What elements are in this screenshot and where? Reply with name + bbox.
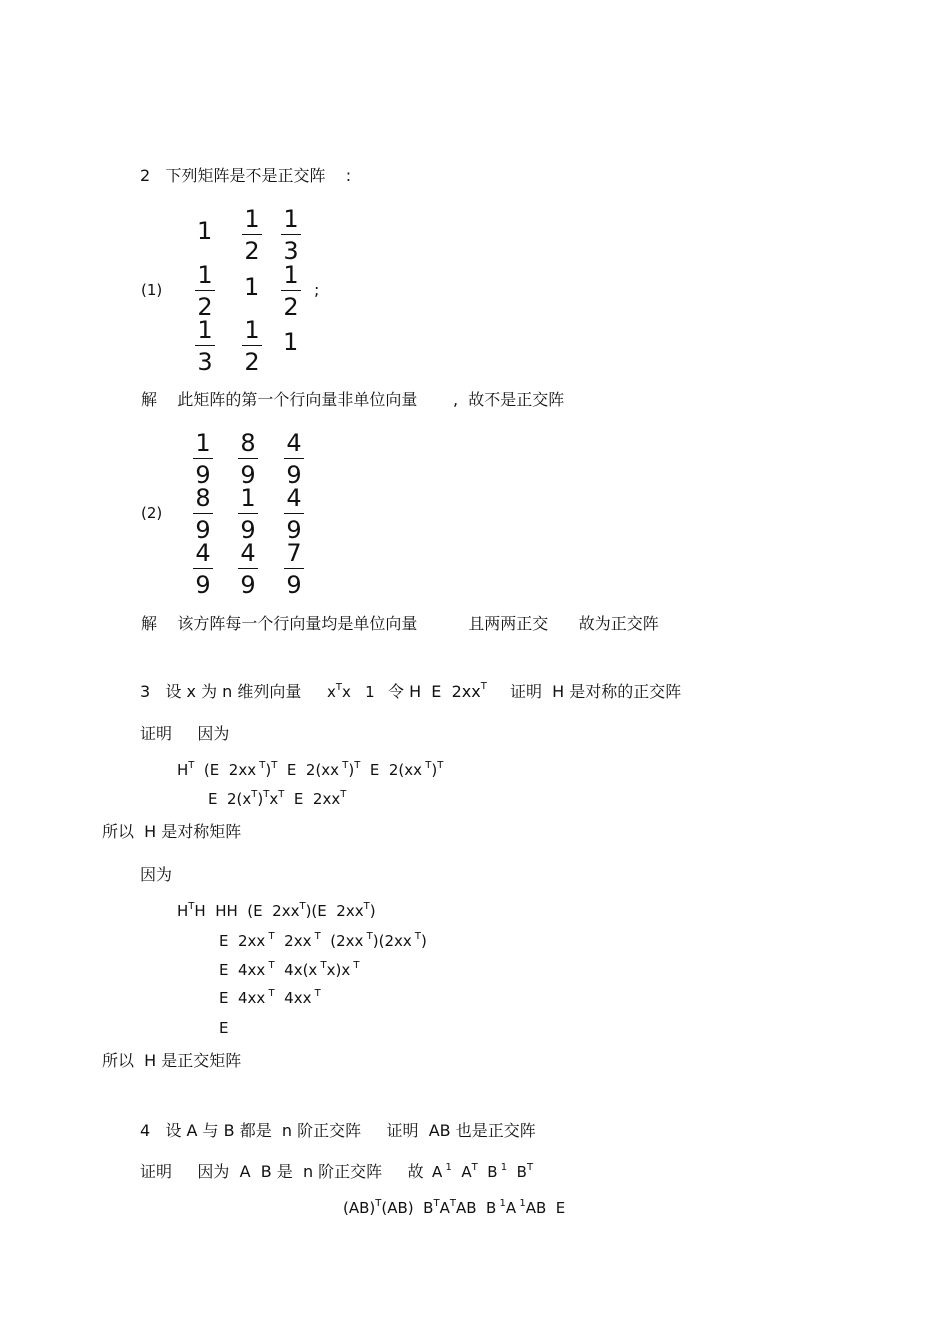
fraction-denominator: 9 bbox=[286, 516, 302, 544]
fraction-denominator: 2 bbox=[197, 293, 213, 321]
formula-hth-line-2: E 2xx $^T$ 2xx $^T$ (2xx $^T$)(2xx $^T$) bbox=[219, 931, 427, 950]
fraction-numerator: 1 bbox=[197, 261, 213, 289]
fraction-numerator: 4 bbox=[240, 539, 256, 567]
matrix-cell-fraction bbox=[240, 317, 264, 375]
conclusion-symmetric: 所以 H 是对称矩阵 bbox=[102, 822, 242, 841]
matrix-cell-fraction bbox=[191, 430, 215, 488]
formula-inverse-equals-transpose: A $^1$ $A^T$ B $^1$ $B^T$ bbox=[432, 1162, 534, 1181]
fraction-numerator: 1 bbox=[244, 205, 260, 233]
matrix-cell-fraction bbox=[193, 317, 217, 375]
fraction-numerator: 4 bbox=[286, 429, 302, 457]
matrix-cell-fraction bbox=[279, 206, 303, 264]
conclusion-orthogonal: 所以 H 是正交矩阵 bbox=[102, 1051, 242, 1070]
matrix-cell-fraction bbox=[191, 485, 215, 543]
fraction-numerator: 1 bbox=[283, 261, 299, 289]
matrix-cell-integer: 1 bbox=[244, 273, 260, 301]
matrix-cell-fraction bbox=[282, 540, 306, 598]
fraction-numerator: 8 bbox=[195, 484, 211, 512]
problem-2-heading: 2 下列矩阵是不是正交阵 : bbox=[140, 166, 352, 185]
fraction-denominator: 9 bbox=[240, 461, 256, 489]
matrix-cell-fraction bbox=[240, 206, 264, 264]
formula-h-transpose-cont: E $2(x^T)^Tx^T$ E $2xx^T$ bbox=[208, 789, 347, 808]
fraction-numerator: 1 bbox=[240, 484, 256, 512]
matrix-cell-integer: 1 bbox=[283, 328, 299, 356]
matrix-cell-fraction bbox=[279, 262, 303, 320]
matrix-cell-fraction bbox=[282, 430, 306, 488]
matrix-cell-fraction bbox=[282, 485, 306, 543]
part-1-solution: 解 此矩阵的第一个行向量非单位向量 , 故不是正交阵 bbox=[141, 390, 565, 409]
matrix-cell-fraction bbox=[236, 540, 260, 598]
fraction-denominator: 2 bbox=[283, 293, 299, 321]
fraction-denominator: 9 bbox=[195, 571, 211, 599]
matrix-cell-integer: 1 bbox=[197, 217, 213, 245]
formula-h-transpose: $H^T$ (E 2xx $^T$)$^T$ E 2(xx $^T$)$^T$ E 2(xx $^T$)$^T$ bbox=[177, 760, 444, 779]
fraction-numerator: 4 bbox=[286, 484, 302, 512]
part-1-label: (1) bbox=[141, 281, 163, 299]
fraction-numerator: 1 bbox=[244, 316, 260, 344]
fraction-denominator: 9 bbox=[286, 571, 302, 599]
fraction-denominator: 3 bbox=[197, 348, 213, 376]
fraction-denominator: 9 bbox=[240, 516, 256, 544]
problem-3-heading-a: 3 设 x 为 n 维列向量 bbox=[140, 682, 302, 701]
fraction-denominator: 9 bbox=[195, 461, 211, 489]
matrix-trailing-semicolon: ; bbox=[314, 280, 320, 299]
proof-label: 证明 因为 bbox=[140, 724, 230, 743]
because-label: 因为 bbox=[140, 865, 173, 884]
matrix-cell-fraction bbox=[236, 430, 260, 488]
formula-hth-line-4: E 4xx $^T$ 4xx $^T$ bbox=[219, 988, 321, 1007]
matrix-cell-fraction bbox=[193, 262, 217, 320]
part-2-label: (2) bbox=[141, 504, 163, 522]
formula-xtx-equals-1: $x^Tx$ 1 bbox=[327, 682, 375, 701]
problem-4-proof: 证明 因为 A B 是 n 阶正交阵 故 bbox=[140, 1162, 424, 1181]
part-2-solution: 解 该方阵每一个行向量均是单位向量 且两两正交 故为正交阵 bbox=[141, 614, 659, 633]
fraction-denominator: 9 bbox=[240, 571, 256, 599]
formula-hth-line-1: $H^TH$ HH (E $2xx^T)(E$ $2xx^T$) bbox=[177, 901, 376, 920]
problem-3-heading-b: 令 H E $2xx^T$ bbox=[388, 681, 487, 701]
fraction-denominator: 9 bbox=[195, 516, 211, 544]
fraction-numerator: 1 bbox=[197, 316, 213, 344]
formula-ab-orthogonal: (AB)$^T$(AB) $B^TA^TAB$ B $^1$A $^1$AB E bbox=[343, 1198, 566, 1217]
fraction-denominator: 2 bbox=[244, 348, 260, 376]
fraction-numerator: 1 bbox=[283, 205, 299, 233]
formula-hth-line-3: E 4xx $^T$ 4x(x $^T$x)x $^T$ bbox=[219, 960, 360, 979]
fraction-numerator: 7 bbox=[286, 539, 302, 567]
matrix-cell-fraction bbox=[191, 540, 215, 598]
matrix-cell-fraction bbox=[236, 485, 260, 543]
fraction-numerator: 8 bbox=[240, 429, 256, 457]
fraction-denominator: 3 bbox=[283, 237, 299, 265]
fraction-denominator: 2 bbox=[244, 237, 260, 265]
problem-4-heading: 4 设 A 与 B 都是 n 阶正交阵 证明 AB 也是正交阵 bbox=[140, 1121, 536, 1140]
fraction-denominator: 9 bbox=[286, 461, 302, 489]
fraction-numerator: 4 bbox=[195, 539, 211, 567]
formula-hth-line-5: E bbox=[219, 1019, 229, 1037]
problem-3-heading-c: 证明 H 是对称的正交阵 bbox=[510, 682, 682, 701]
fraction-numerator: 1 bbox=[195, 429, 211, 457]
